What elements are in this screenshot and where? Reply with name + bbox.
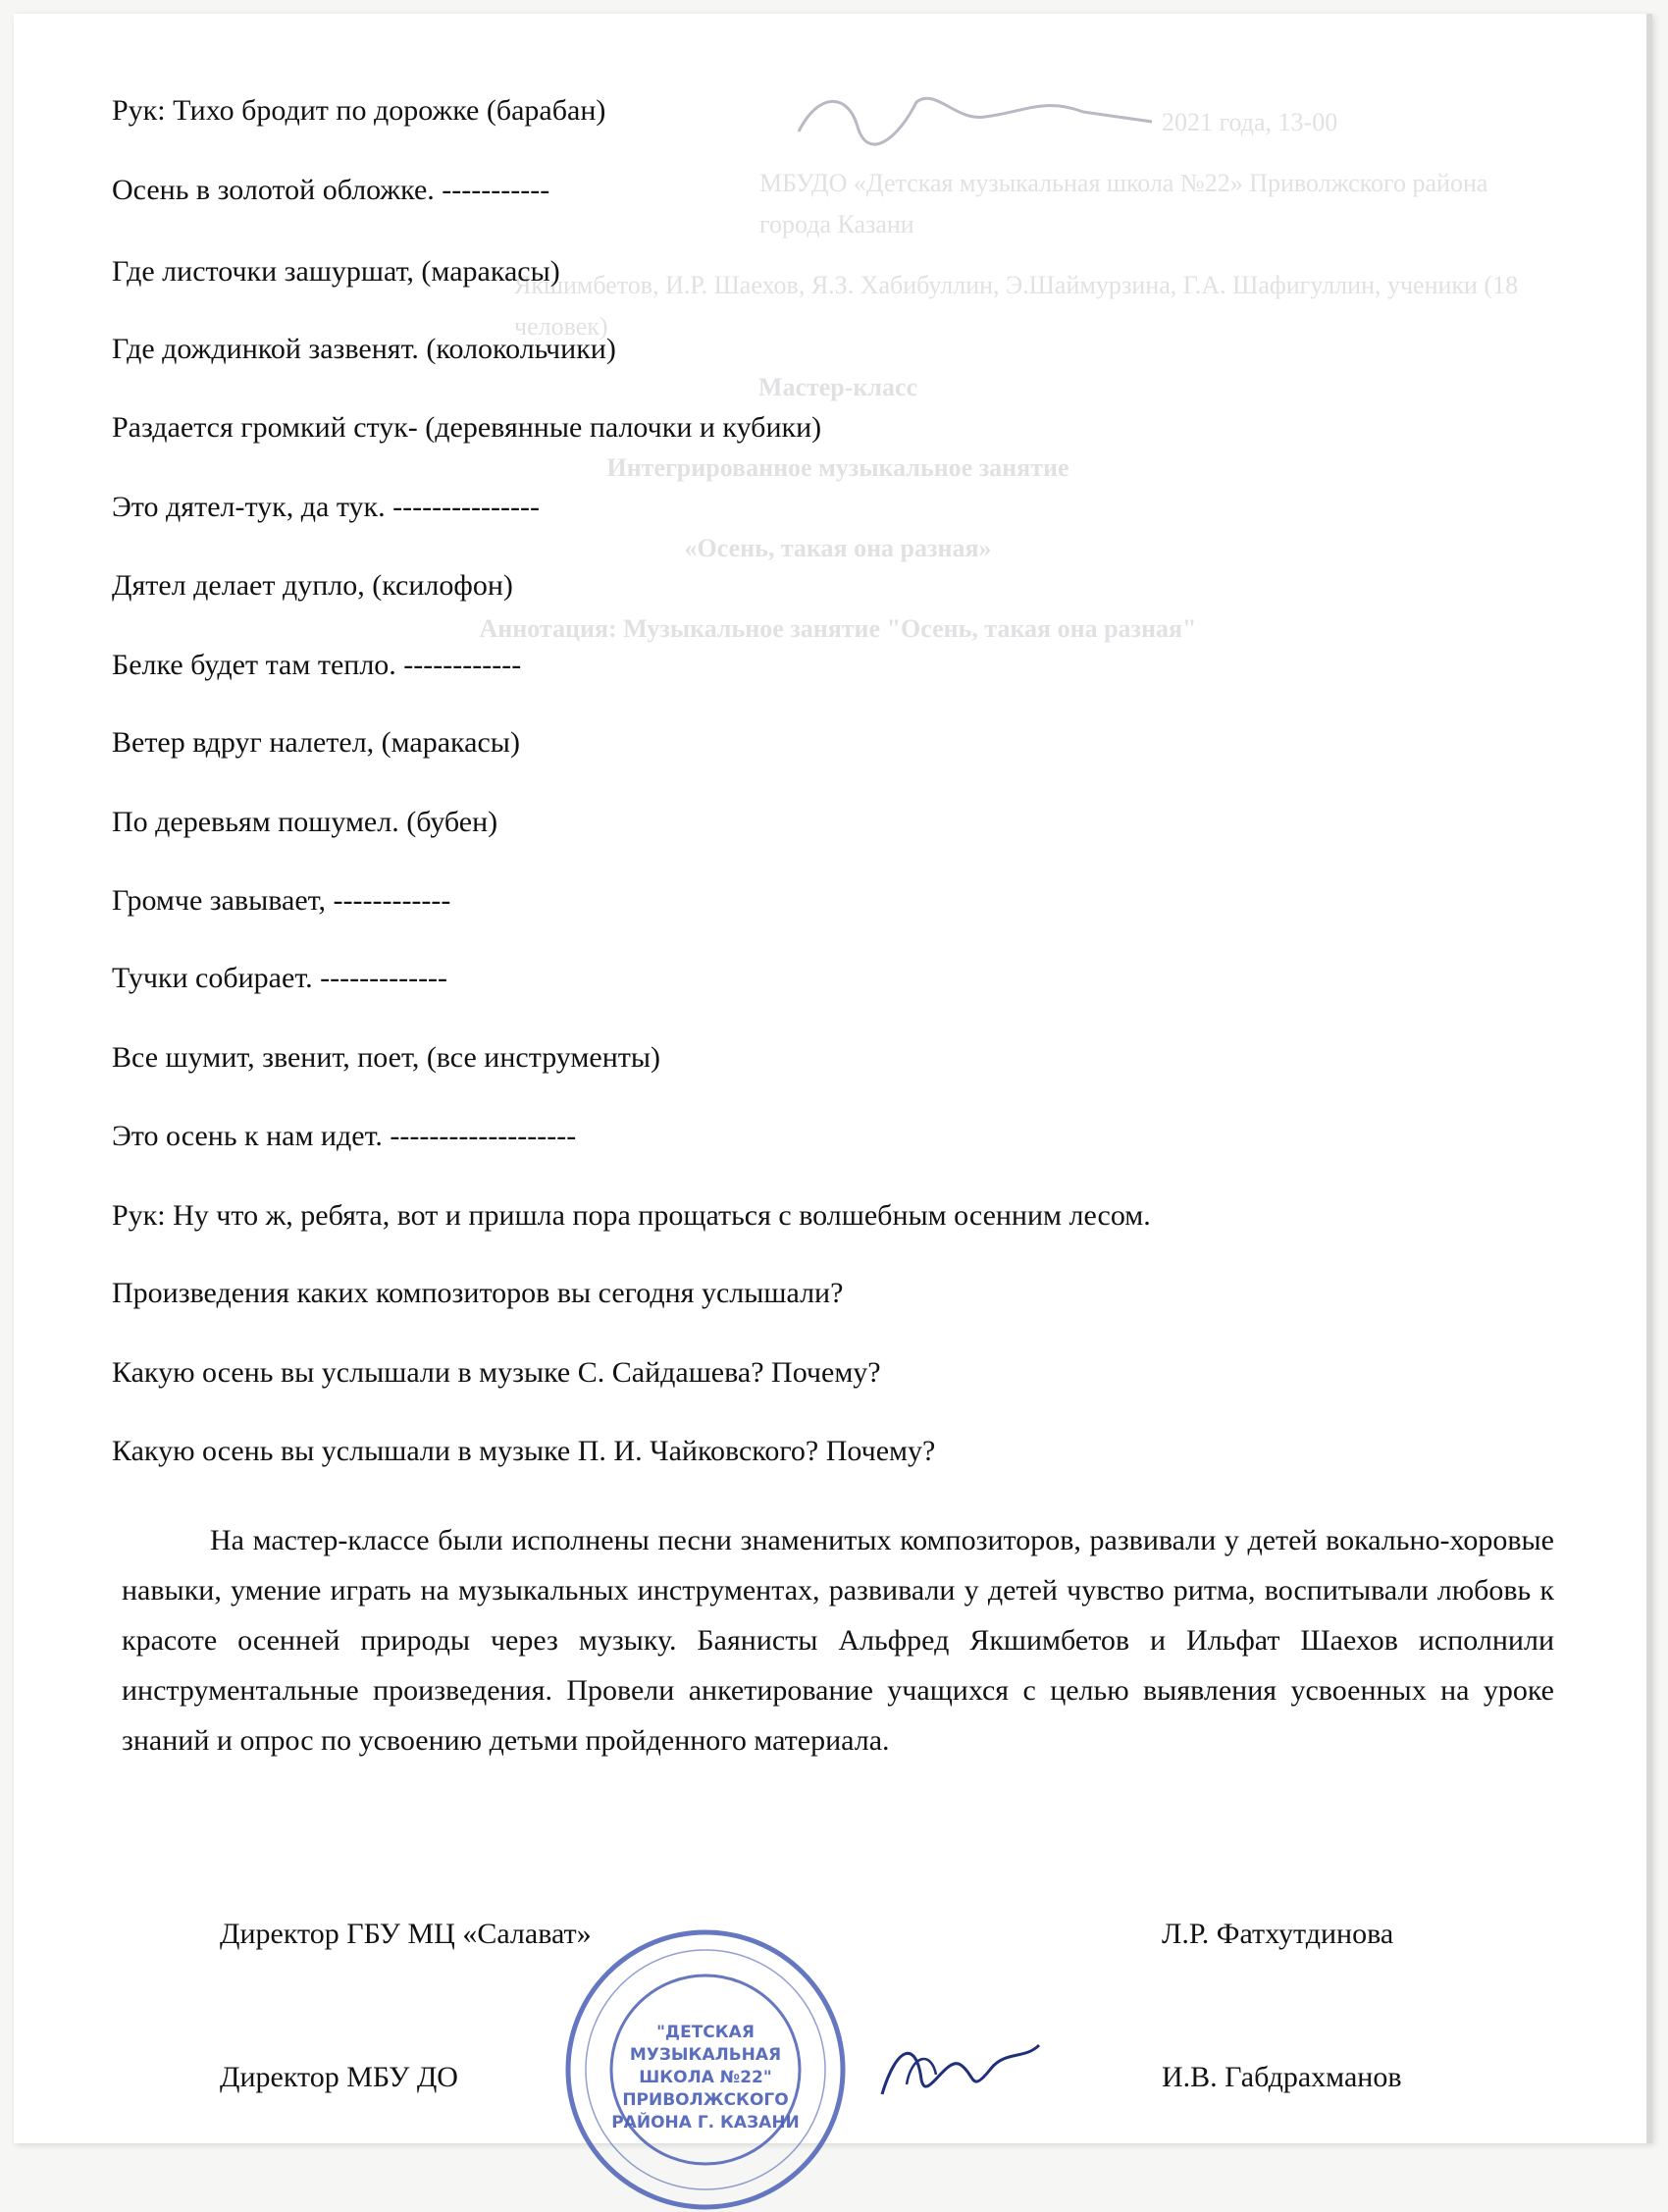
ghost-title-4: Аннотация: Музыкальное занятие "Осень, такая она разная" (479, 614, 1197, 643)
stamp-text-line: "ДЕТСКАЯ (656, 2023, 755, 2042)
question-line: Рук: Ну что ж, ребята, вот и пришла пора прощаться с волшебным осенним лесом. (112, 1199, 1151, 1232)
signatory-name-2: И.В. Габдрахманов (1162, 2061, 1402, 2093)
poem-line: Раздается громкий стук- (деревянные палочки и кубики) (112, 411, 822, 444)
question-line: Произведения каких композиторов вы сегодня услышали? (112, 1277, 844, 1309)
stamp-text-line: ПРИВОЛЖСКОГО (622, 2090, 789, 2110)
question-line: Какую осень вы услышали в музыке П. И. Чайковского? Почему? (112, 1435, 936, 1467)
summary-paragraph: На мастер-классе были исполнены песни знаменитых композиторов, развивали у детей вокально-хоровые навыки, умение играть на музыкальных инструментах, развивали у детей чувство ритма, воспитывали любовь к красоте осенней природы через музыку. Баянисты Альфред Якшимбетов и Ильфат Шаехов исполнили инструментальные произведения. Провели анкетирование учащихся с целью выявления усвоенных на уроке знаний и опрос по усвоению детьми пройденного материала. (122, 1524, 1554, 1757)
poem-line: Где листочки зашуршат, (маракасы) (112, 255, 560, 288)
ghost-title-2: Интегрированное музыкальное занятие (606, 453, 1069, 482)
poem-line: Белке будет там тепло. ------------ (112, 649, 522, 681)
stamp-text-line: МУЗЫКАЛЬНАЯ (629, 2045, 782, 2065)
poem-line: Это дятел-тук, да тук. --------------- (112, 491, 540, 523)
poem-line: Осень в золотой обложке. ----------- (112, 174, 550, 206)
poem-line: Громче завывает, ------------ (112, 884, 451, 917)
ghost-date: 2021 года, 13-00 (1162, 108, 1338, 136)
poem-line: Все шумит, звенит, поет, (все инструменты) (112, 1041, 661, 1074)
document-page (14, 14, 1652, 2143)
ghost-school: МБУДО «Детская музыкальная школа №22» Приволжского района города Казани (759, 169, 1488, 238)
poem-line: Дятел делает дупло, (ксилофон) (112, 569, 513, 602)
handwritten-signature (877, 2026, 1044, 2114)
poem-line: Где дождинкой зазвенят. (колокольчики) (112, 333, 616, 365)
stamp-text-line: РАЙОНА Г. КАЗАНИ (611, 2113, 800, 2133)
poem-line: Тучки собирает. ------------- (112, 962, 448, 994)
ghost-title-1: Мастер-класс (757, 373, 918, 401)
question-line: Какую осень вы услышали в музыке С. Сайдашева? Почему? (112, 1356, 881, 1389)
school-stamp (563, 1927, 848, 2212)
poem-line: Это осень к нам идет. ------------------- (112, 1120, 577, 1152)
ghost-participants: Якшимбетов, И.Р. Шаехов, Я.З. Хабибуллин, Э.Шаймурзина, Г.А. Шафигуллин, ученики (18 человек) (514, 271, 1519, 341)
ghost-title-3: «Осень, такая она разная» (684, 534, 992, 562)
poem-line: Рук: Тихо бродит по дорожке (барабан) (112, 94, 606, 127)
stamp-text-line: ШКОЛА №22" (639, 2068, 772, 2087)
signatory-role-2: Директор МБУ ДО (220, 2061, 458, 2093)
signatory-name-1: Л.Р. Фатхутдинова (1162, 1918, 1394, 1950)
poem-line: Ветер вдруг налетел, (маракасы) (112, 726, 520, 759)
signatory-role-1: Директор ГБУ МЦ «Салават» (220, 1918, 592, 1950)
header-signature-scribble (789, 82, 1162, 151)
poem-line: По деревьям пошумел. (бубен) (112, 806, 498, 838)
